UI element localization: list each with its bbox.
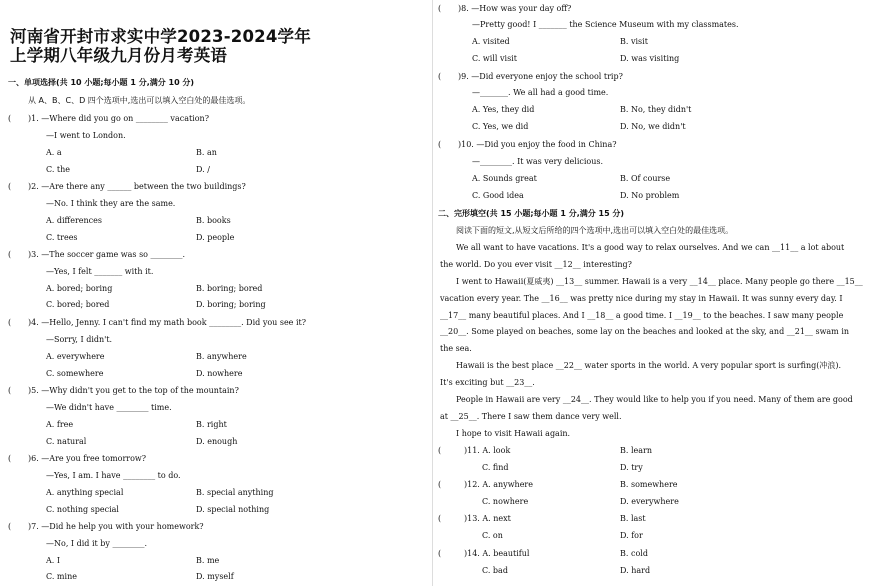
option-b: B. cold	[620, 549, 648, 558]
dialogue-reply: —We didn't have ________ time.	[46, 403, 172, 412]
passage-line: at __25__. There I saw them dance very well.	[440, 412, 622, 421]
question-stem: )8. —How was your day off?	[458, 4, 572, 13]
passage-line: I went to Hawaii(夏威夷) __13__ summer. Hawaii is a very __14__ place. Many people go there __15__	[456, 277, 863, 286]
passage-line: __17__ many beautiful places. And I __18__ a good time. I __19__ to the beaches. I saw many people	[440, 311, 844, 320]
option-d: D. /	[196, 165, 210, 174]
option-a: )12. A. anywhere	[464, 480, 533, 489]
option-a: )13. A. next	[464, 514, 511, 523]
option-c: C. nowhere	[482, 497, 529, 506]
option-c: C. bored; bored	[46, 300, 110, 309]
answer-bracket[interactable]: (	[438, 549, 442, 558]
option-d: D. boring; boring	[196, 300, 266, 309]
option-a: )11. A. look	[464, 446, 511, 455]
answer-bracket[interactable]: (	[438, 4, 442, 13]
dialogue-reply: —Pretty good! I _______ the Science Museum with my classmates.	[472, 20, 739, 29]
answer-bracket[interactable]: (	[8, 250, 12, 259]
option-a: )14. A. beautiful	[464, 549, 530, 558]
option-b: B. Of course	[620, 174, 671, 183]
answer-bracket[interactable]: (	[438, 480, 442, 489]
option-d: D. special nothing	[196, 505, 270, 514]
option-a: A. free	[46, 420, 74, 429]
option-d: D. myself	[196, 572, 234, 581]
option-c: C. nothing special	[46, 505, 119, 514]
passage-line: __20__. Some played on beaches, some lay on the beaches and looked at the sky, and __21__ swam in	[440, 327, 850, 336]
option-b: B. special anything	[196, 488, 274, 497]
option-a: A. visited	[472, 37, 510, 46]
answer-bracket[interactable]: (	[438, 72, 442, 81]
option-d: D. No problem	[620, 191, 680, 200]
option-b: B. right	[196, 420, 227, 429]
answer-bracket[interactable]: (	[8, 522, 12, 531]
option-a: A. a	[46, 148, 62, 157]
option-d: D. was visiting	[620, 54, 680, 63]
option-c: C. bad	[482, 566, 508, 575]
answer-bracket[interactable]: (	[8, 182, 12, 191]
option-a: A. Yes, they did	[472, 105, 535, 114]
option-d: D. everywhere	[620, 497, 679, 506]
answer-bracket[interactable]: (	[8, 454, 12, 463]
option-c: C. mine	[46, 572, 77, 581]
question-stem: )10. —Did you enjoy the food in China?	[458, 140, 617, 149]
option-b: B. me	[196, 556, 220, 565]
section-1-instruction: 从 A、B、C、D 四个选项中,选出可以填入空白处的最佳选项。	[28, 96, 251, 105]
option-c: C. Yes, we did	[472, 122, 529, 131]
option-c: C. will visit	[472, 54, 517, 63]
option-b: B. last	[620, 514, 646, 523]
dialogue-reply: —Sorry, I didn't.	[46, 335, 113, 344]
option-a: A. bored; boring	[46, 284, 113, 293]
section-1-heading: 一、单项选择(共 10 小题;每小题 1 分,满分 10 分)	[8, 78, 195, 87]
option-c: C. find	[482, 463, 509, 472]
section-2-instruction: 阅读下面的短文,从短文后所给的四个选项中,选出可以填入空白处的最佳选项。	[456, 226, 734, 235]
column-divider	[432, 0, 433, 586]
title-line-2: 上学期八年级九月份月考英语	[10, 46, 228, 65]
dialogue-reply: —_______. We all had a good time.	[472, 88, 609, 97]
section-2-heading: 二、完形填空(共 15 小题;每小题 1 分,满分 15 分)	[438, 209, 625, 218]
question-stem: )4. —Hello, Jenny. I can't find my math book ________. Did you see it?	[28, 318, 307, 327]
passage-line: People in Hawaii are very __24__. They would like to help you if you need. Many of them are good	[456, 395, 853, 404]
option-d: D. hard	[620, 566, 651, 575]
answer-bracket[interactable]: (	[8, 386, 12, 395]
option-b: B. an	[196, 148, 217, 157]
option-a: A. Sounds great	[472, 174, 537, 183]
option-c: C. Good idea	[472, 191, 524, 200]
passage-line: vacation every year. The __16__ was pretty nice during my stay in Hawaii. It was sunny every day. I	[440, 294, 843, 303]
question-stem: )9. —Did everyone enjoy the school trip?	[458, 72, 623, 81]
option-c: C. trees	[46, 233, 78, 242]
passage-line: Hawaii is the best place __22__ water sports in the world. A very popular sport is surfing(冲浪).	[456, 361, 842, 370]
title-line-1: 河南省开封市求实中学2023-2024学年	[10, 27, 311, 46]
answer-bracket[interactable]: (	[438, 140, 442, 149]
answer-bracket[interactable]: (	[8, 318, 12, 327]
dialogue-reply: —I went to London.	[46, 131, 126, 140]
option-b: B. books	[196, 216, 231, 225]
passage-line: the sea.	[440, 344, 472, 353]
option-b: B. anywhere	[196, 352, 247, 361]
answer-bracket[interactable]: (	[438, 514, 442, 523]
passage-line: the world. Do you ever visit __12__ interesting?	[440, 260, 632, 269]
answer-bracket[interactable]: (	[438, 446, 442, 455]
option-d: D. people	[196, 233, 235, 242]
passage-line: I hope to visit Hawaii again.	[456, 429, 571, 438]
option-b: B. boring; bored	[196, 284, 263, 293]
question-stem: )6. —Are you free tomorrow?	[28, 454, 147, 463]
option-b: B. learn	[620, 446, 653, 455]
option-b: B. No, they didn't	[620, 105, 692, 114]
option-c: C. on	[482, 531, 503, 540]
option-d: D. enough	[196, 437, 238, 446]
dialogue-reply: —No, I did it by ________.	[46, 539, 147, 548]
option-d: D. nowhere	[196, 369, 243, 378]
question-stem: )7. —Did he help you with your homework?	[28, 522, 204, 531]
option-a: A. anything special	[46, 488, 124, 497]
question-stem: )1. —Where did you go on ________ vacation?	[28, 114, 209, 123]
answer-bracket[interactable]: (	[8, 114, 12, 123]
option-d: D. try	[620, 463, 643, 472]
passage-line: We all want to have vacations. It's a good way to relax ourselves. And we can __11__ a lot about	[456, 243, 845, 252]
option-d: D. No, we didn't	[620, 122, 686, 131]
option-a: A. I	[46, 556, 61, 565]
option-c: C. natural	[46, 437, 87, 446]
question-stem: )3. —The soccer game was so ________.	[28, 250, 186, 259]
dialogue-reply: —No. I think they are the same.	[46, 199, 176, 208]
passage-line: It's exciting but __23__.	[440, 378, 535, 387]
option-a: A. everywhere	[46, 352, 105, 361]
option-c: C. somewhere	[46, 369, 104, 378]
option-b: B. visit	[620, 37, 648, 46]
dialogue-reply: —________. It was very delicious.	[472, 157, 604, 166]
option-d: D. for	[620, 531, 643, 540]
dialogue-reply: —Yes, I felt _______ with it.	[46, 267, 154, 276]
question-stem: )5. —Why didn't you get to the top of the mountain?	[28, 386, 239, 395]
option-a: A. differences	[46, 216, 102, 225]
option-b: B. somewhere	[620, 480, 678, 489]
option-c: C. the	[46, 165, 71, 174]
dialogue-reply: —Yes, I am. I have ________ to do.	[46, 471, 181, 480]
question-stem: )2. —Are there any ______ between the two buildings?	[28, 182, 246, 191]
